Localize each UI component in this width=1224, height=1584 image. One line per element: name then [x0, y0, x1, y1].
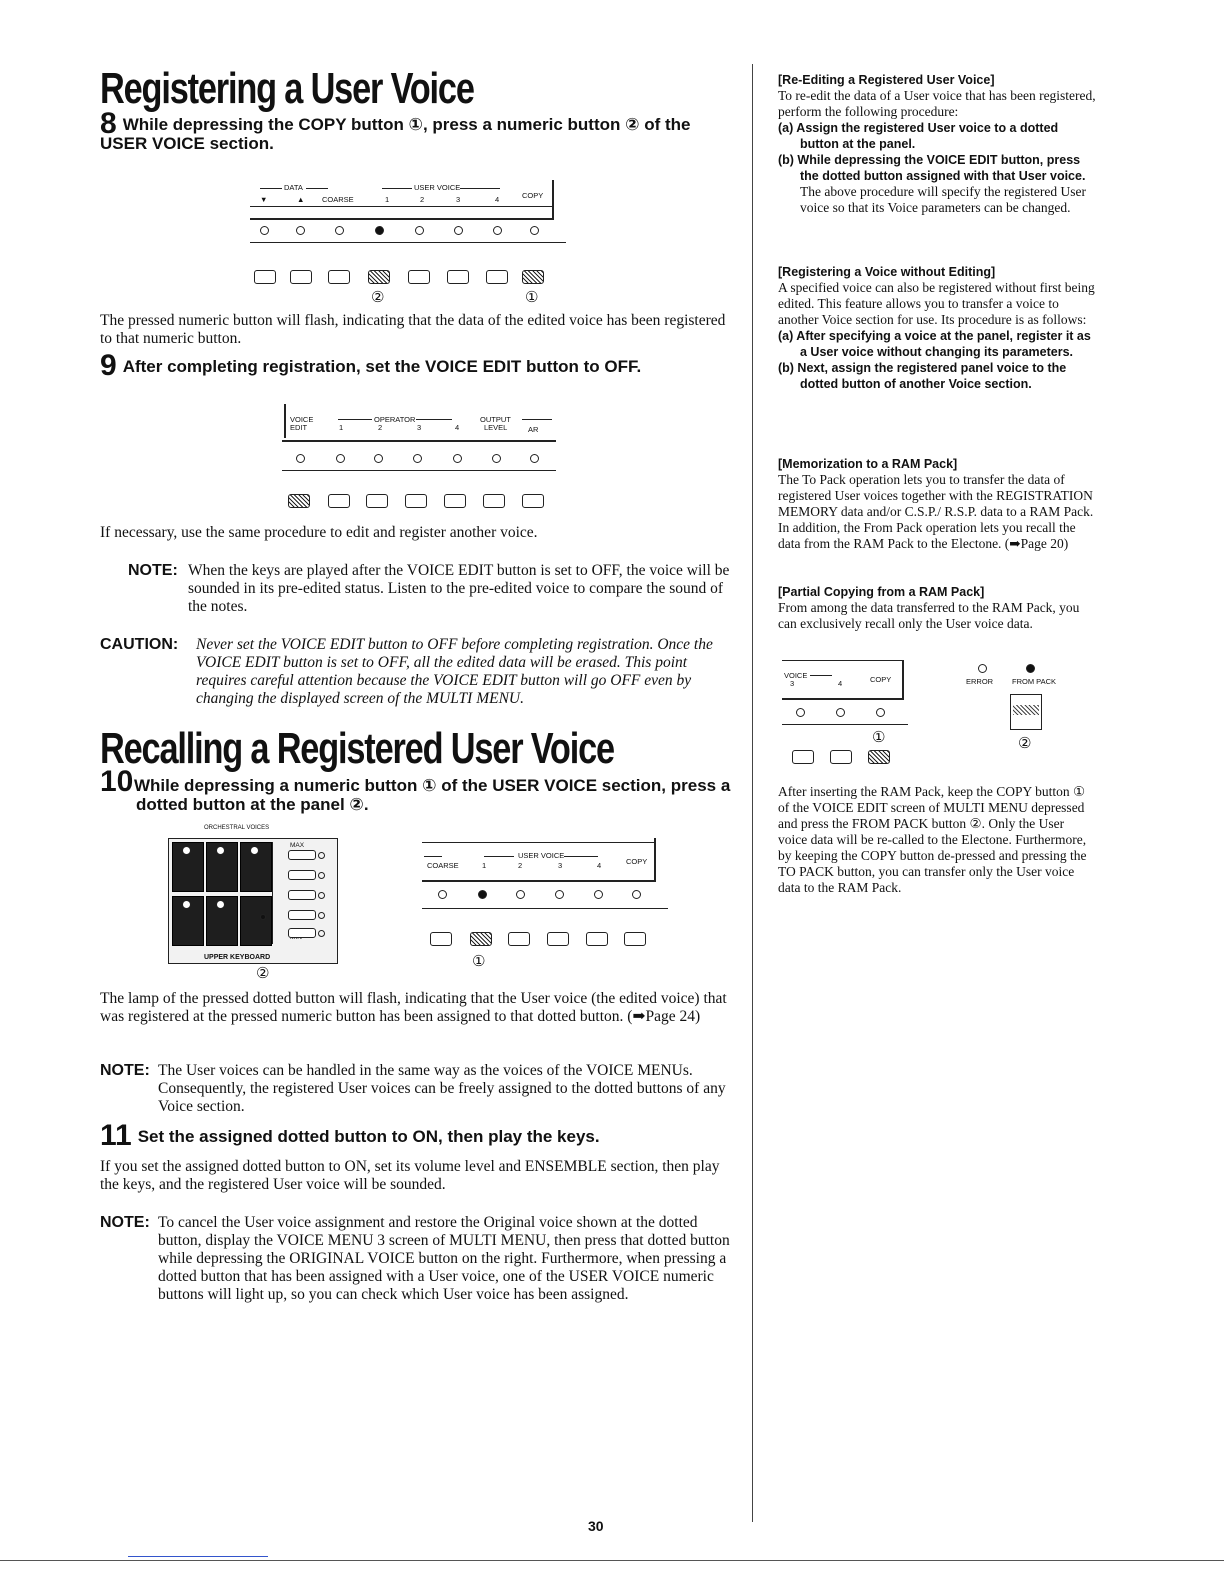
- sidebar-text: The To Pack operation lets you to transfer the data of registered User voices together with the REGISTRATION MEMORY data and/or C.S.P./ R.S.P. data to a RAM Pack. In addition, the From Pack operation lets you recall the data from the RAM Pack to the Electone. (➡Page 20): [778, 472, 1094, 551]
- sidebar-without-editing: [778, 264, 1096, 392]
- from-pack-button: [1010, 694, 1042, 730]
- sidebar-heading: [Re-Editing a Registered User Voice]: [778, 73, 995, 87]
- step-number: 10: [100, 765, 134, 798]
- label-error: ERROR: [966, 677, 994, 686]
- user-voice-2-button: [408, 270, 430, 284]
- sidebar-text: The above procedure will specify the registered User voice so that its Voice parameters can be changed.: [800, 184, 1087, 215]
- copy-button: [624, 932, 646, 946]
- page-number: 30: [588, 1518, 604, 1534]
- sidebar-text: To re-edit the data of a User voice that has been registered, perform the following procedure:: [778, 88, 1096, 119]
- sidebar-partial-copying: [778, 584, 1096, 632]
- label-level: LEVEL: [484, 423, 508, 432]
- user-voice-1-button: [470, 932, 492, 946]
- sidebar-reediting: [778, 72, 1096, 216]
- voice-4-button: [830, 750, 852, 764]
- step-text: Set the assigned dotted button to ON, then play the keys.: [137, 1127, 600, 1146]
- label-4: 4: [838, 679, 843, 688]
- label-4: 4: [597, 861, 602, 870]
- step-9: [100, 349, 740, 382]
- note-3: [100, 1214, 738, 1304]
- label-2: 2: [518, 861, 523, 870]
- paragraph-step-8: The pressed numeric button will flash, indicating that the data of the edited voice has been registered to that numeric button.: [100, 312, 726, 347]
- user-voice-2-button: [508, 932, 530, 946]
- callout-1: ①: [525, 288, 539, 306]
- note-label: NOTE:: [100, 1062, 150, 1079]
- note-1: [128, 562, 736, 616]
- coarse-button: [430, 932, 452, 946]
- label-op-3: 3: [417, 423, 422, 432]
- user-voice-3-button: [547, 932, 569, 946]
- step-number: 8: [100, 107, 117, 140]
- user-voice-4-button: [586, 932, 608, 946]
- sidebar-step-a: (a) Assign the registered User voice to a dotted button at the panel.: [778, 121, 1059, 151]
- note-text: The User voices can be handled in the same way as the voices of the VOICE MENUs. Consequently, the registered User voices can be freely assigned to the dotted buttons of any Voice section.: [158, 1062, 726, 1115]
- note-text: To cancel the User voice assignment and restore the Original voice shown at the dotted button, display the VOICE MENU 3 screen of MULTI MENU, then press that dotted button while depressing the ORIGINAL VOICE button on the right. Furthermore, when pressing a dotted button that has been assigned with a User voice, one of the USER VOICE numeric buttons will light up, so you can check which User voice has been assigned.: [158, 1214, 730, 1303]
- label-op-2: 2: [378, 423, 383, 432]
- section-title-recalling: Recalling a Registered User Voice: [100, 724, 614, 773]
- paragraph-step-9: If necessary, use the same procedure to edit and register another voice.: [100, 524, 538, 541]
- callout-1: ①: [472, 952, 486, 970]
- column-divider: [752, 64, 753, 1522]
- user-voice-3-button: [447, 270, 469, 284]
- step-number: 9: [100, 349, 117, 382]
- label-copy: COPY: [522, 191, 544, 200]
- user-voice-1-button: [368, 270, 390, 284]
- label-max: MAX: [290, 842, 305, 849]
- label-from-pack: FROM PACK: [1012, 677, 1057, 686]
- diagram-voice-edit: [282, 404, 562, 510]
- label-output: OUTPUT: [480, 415, 511, 424]
- note-2: [100, 1062, 738, 1116]
- step-number: 11: [100, 1119, 132, 1152]
- label-op-4: 4: [455, 423, 460, 432]
- footer-accent-rule: [128, 1556, 268, 1557]
- copy-button: [522, 270, 544, 284]
- operator-2-button: [366, 494, 388, 508]
- label-4: 4: [495, 195, 500, 204]
- step-8: [100, 107, 740, 153]
- sidebar-ram-paragraph: After inserting the RAM Pack, keep the COPY button ① of the VOICE EDIT screen of MULTI MENU depressed and press the FROM PACK button ②. Only the User voice data will be re-called to the Electone. Furthermore, by keeping the COPY button de-pressed and pressing the TO PACK button, you can transfer only the User voice data to the RAM Pack.: [778, 784, 1087, 895]
- sidebar-heading: [Memorization to a RAM Pack]: [778, 457, 958, 471]
- label-edit: EDIT: [290, 423, 308, 432]
- label-orchestral-voices: ORCHESTRAL VOICES: [204, 825, 270, 831]
- paragraph-step-11: If you set the assigned dotted button to ON, set its volume level and ENSEMBLE section, then play the keys, and the registered User voice will be sounded.: [100, 1158, 720, 1193]
- caution-label: CAUTION:: [100, 636, 179, 653]
- label-ar: AR: [528, 425, 539, 434]
- data-up-button: [290, 270, 312, 284]
- voice-3-button: [792, 750, 814, 764]
- section-title-registering: Registering a User Voice: [100, 64, 474, 113]
- label-user-voice: USER VOICE: [414, 183, 461, 192]
- note-label: NOTE:: [100, 1214, 150, 1231]
- paragraph-step-10: The lamp of the pressed dotted button will flash, indicating that the User voice (the edited voice) that was registered at the pressed numeric button has been assigned to that dotted button. (➡Page 24): [100, 990, 727, 1025]
- label-copy: COPY: [870, 675, 892, 684]
- operator-1-button: [328, 494, 350, 508]
- copy-button: [868, 750, 890, 764]
- label-operator: OPERATOR: [374, 415, 416, 424]
- operator-3-button: [405, 494, 427, 508]
- data-down-button: [254, 270, 276, 284]
- diagram-upper-keyboard: [160, 820, 350, 986]
- label-3: 3: [790, 679, 795, 688]
- label-3: 3: [456, 195, 461, 204]
- step-11: [100, 1119, 740, 1152]
- output-level-button: [483, 494, 505, 508]
- label-data: DATA: [284, 183, 303, 192]
- sidebar-step-b: (b) While depressing the VOICE EDIT button, press the dotted button assigned with that User voice.: [778, 153, 1086, 183]
- label-voice: VOICE: [784, 671, 808, 680]
- sidebar-text: A specified voice can also be registered without first being edited. This feature allows you to transfer a voice to another Voice section for use. Its procedure is as follows:: [778, 280, 1095, 327]
- step-text: While depressing the COPY button ①, press a numeric button ② of the USER VOICE section.: [100, 115, 691, 153]
- operator-4-button: [444, 494, 466, 508]
- label-1: 1: [482, 861, 487, 870]
- footer-rule: [0, 1560, 1224, 1561]
- note-label: NOTE:: [128, 562, 178, 579]
- sidebar-step-b: (b) Next, assign the registered panel voice to the dotted button of another Voice section.: [778, 361, 1067, 391]
- caution-text: Never set the VOICE EDIT button to OFF before completing registration. Once the VOICE EDIT button is set to OFF, all the edited data will be erased. This point requires careful attention because the VOICE EDIT button will go OFF even by changing the displayed screen of the MULTI MENU.: [196, 636, 713, 707]
- user-voice-4-button: [486, 270, 508, 284]
- sidebar-heading: [Registering a Voice without Editing]: [778, 265, 996, 279]
- sidebar-step-a: (a) After specifying a voice at the panel, register it as a User voice without changing its parameters.: [778, 329, 1091, 359]
- coarse-button: [328, 270, 350, 284]
- voice-edit-button: [288, 494, 310, 508]
- label-op-1: 1: [339, 423, 344, 432]
- callout-1: ①: [872, 728, 886, 746]
- label-user-voice: USER VOICE: [518, 851, 565, 860]
- step-text: While depressing a numeric button ① of the USER VOICE section, press a dotted button at the panel ②.: [134, 776, 731, 814]
- diagram-ram-pack: [782, 658, 1082, 768]
- step-text: After completing registration, set the VOICE EDIT button to OFF.: [122, 357, 642, 376]
- callout-2: ②: [1018, 734, 1032, 752]
- step-10: [100, 765, 740, 814]
- ar-button: [522, 494, 544, 508]
- label-up: ▲: [297, 195, 305, 204]
- label-upper-keyboard: UPPER KEYBOARD: [204, 954, 271, 961]
- note-text: When the keys are played after the VOICE EDIT button is set to OFF, the voice will be sounded in its pre-edited status. Listen to the pre-edited voice to compare the sound of the notes.: [188, 562, 730, 615]
- callout-2: ②: [371, 288, 385, 306]
- label-down: ▼: [260, 195, 268, 204]
- label-2: 2: [420, 195, 425, 204]
- sidebar-memorization: [778, 456, 1096, 552]
- label-1: 1: [385, 195, 390, 204]
- callout-2: ②: [256, 964, 270, 982]
- sidebar-text: From among the data transferred to the RAM Pack, you can exclusively recall only the User voice data.: [778, 600, 1080, 631]
- caution: [100, 636, 736, 708]
- sidebar-heading: [Partial Copying from a RAM Pack]: [778, 585, 985, 599]
- label-voice: VOICE: [290, 415, 314, 424]
- label-coarse: COARSE: [322, 195, 354, 204]
- label-copy: COPY: [626, 857, 648, 866]
- label-coarse: COARSE: [427, 861, 459, 870]
- label-3: 3: [558, 861, 563, 870]
- diagram-user-voice-numeric: [422, 838, 672, 972]
- diagram-user-voice-copy: [250, 180, 570, 310]
